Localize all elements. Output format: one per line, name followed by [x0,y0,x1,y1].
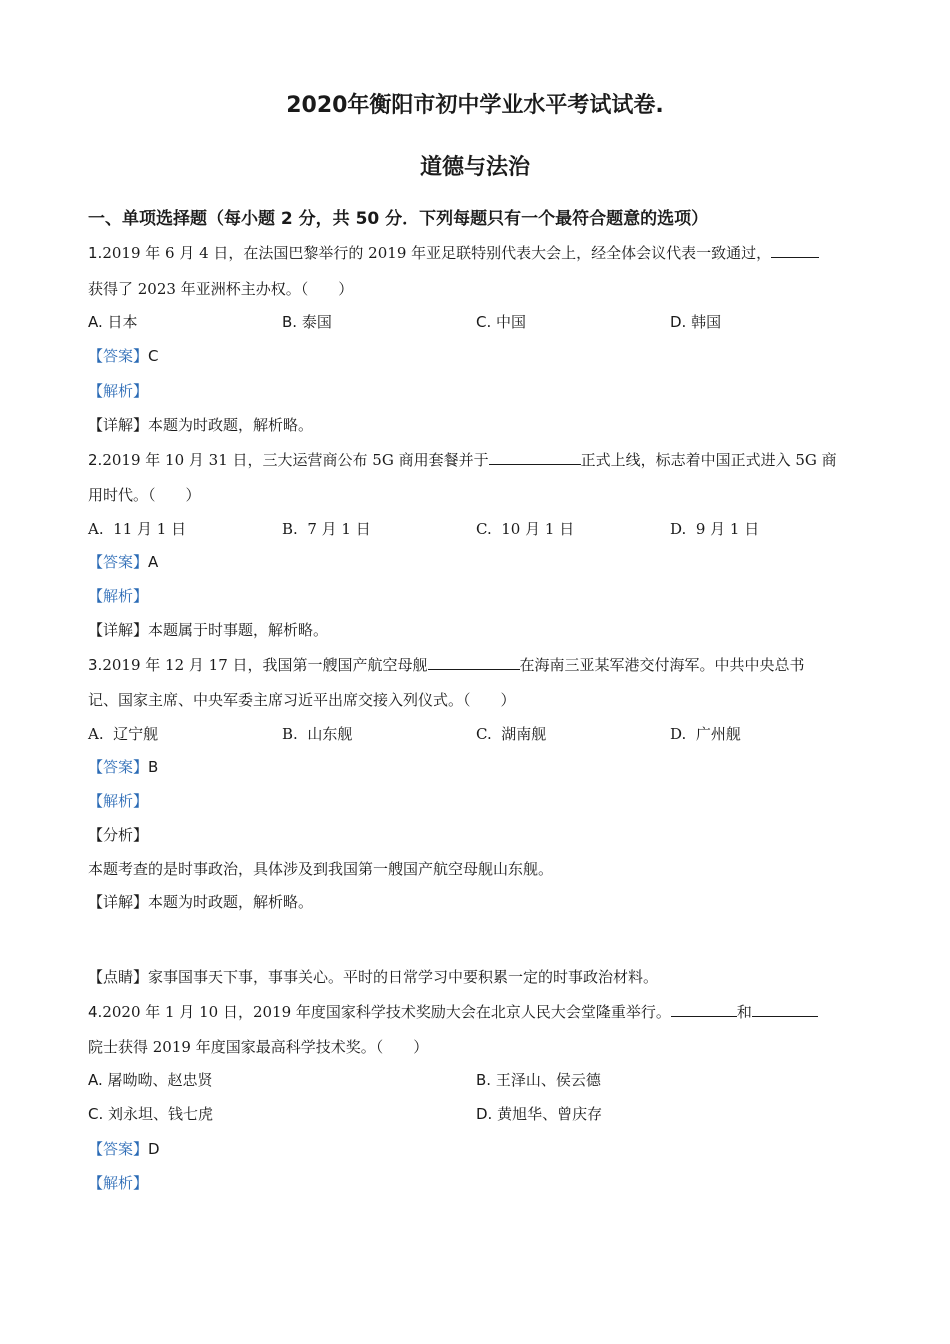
option-b: B. 王泽山、侯云德 [476,1071,601,1089]
fenxi-label: 【分析】 [88,826,149,844]
question-4-line-2: 院士获得 2019 年度国家最高科学技术奖。（ ） [88,1038,429,1056]
analysis-label: 【解析】 [88,1174,149,1192]
section-heading: 一、单项选择题（每小题 2 分，共 50 分．下列每题只有一个最符合题意的选项） [88,209,709,229]
question-3-line-1: 3.2019 年 12 月 17 日，我国第一艘国产航空母舰 在海南三亚某军港交付海军。中共中央总书 [88,653,805,675]
option-b: B. 山东舰 [282,725,353,743]
answer-line: 【答案】A [88,553,159,571]
option-a: A. 11 月 1 日 [88,520,187,538]
option-c: C. 刘永坦、钱七虎 [88,1105,214,1123]
analysis-label: 【解析】 [88,792,149,810]
answer-blank [671,1000,737,1017]
answer-blank [771,241,819,258]
answer-blank [752,1000,818,1017]
fenxi-text: 本题考查的是时事政治，具体涉及到我国第一艘国产航空母舰山东舰。 [88,860,554,878]
option-d: D. 韩国 [670,313,722,331]
subject-title: 道德与法治 [419,155,530,180]
option-c: C. 中国 [476,313,527,331]
question-2-line-2: 用时代。（ ） [88,486,201,504]
question-3-line-2: 记、国家主席、中央军委主席习近平出席交接入列仪式。（ ） [88,691,516,709]
page-title: 2020年衡阳市初中学业水平考试试卷. [286,93,664,118]
detail-line: 【详解】本题属于时事题，解析略。 [88,621,329,639]
answer-line: 【答案】C [88,347,159,365]
answer-line: 【答案】B [88,758,159,776]
dianjing-line: 【点睛】家事国事天下事，事事关心。平时的日常学习中要积累一定的时事政治材料。 [88,968,659,986]
answer-blank [428,653,520,670]
option-d: D. 黄旭华、曾庆存 [476,1105,603,1123]
option-d: D. 广州舰 [670,725,741,743]
option-c: C. 10 月 1 日 [476,520,575,538]
option-d: D. 9 月 1 日 [670,520,760,538]
question-number: 1. [88,244,103,262]
option-a: A. 辽宁舰 [88,725,159,743]
answer-line: 【答案】D [88,1140,160,1158]
option-c: C. 湖南舰 [476,725,547,743]
question-1-line-2: 获得了 2023 年亚洲杯主办权。（ ） [88,280,354,298]
analysis-label: 【解析】 [88,382,149,400]
option-b: B. 7 月 1 日 [282,520,371,538]
option-a: A. 日本 [88,313,138,331]
question-text: 2019 年 6 月 4 日，在法国巴黎举行的 2019 年亚足联特别代表大会上，经全体会议代表一致通过， [102,244,772,262]
option-a: A. 屠呦呦、赵忠贤 [88,1071,213,1089]
analysis-label: 【解析】 [88,587,149,605]
detail-line: 【详解】本题为时政题，解析略。 [88,893,314,911]
question-4-line-1: 4.2020 年 1 月 10 日，2019 年度国家科学技术奖励大会在北京人民大会堂隆重举行。 和 [88,1000,818,1022]
answer-blank [489,448,581,465]
question-2-line-1: 2.2019 年 10 月 31 日，三大运营商公布 5G 商用套餐并于 正式上线，标志着中国正式进入 5G 商 [88,448,837,470]
detail-line: 【详解】本题为时政题，解析略。 [88,416,314,434]
option-b: B. 泰国 [282,313,332,331]
question-1-line-1 [88,241,819,263]
